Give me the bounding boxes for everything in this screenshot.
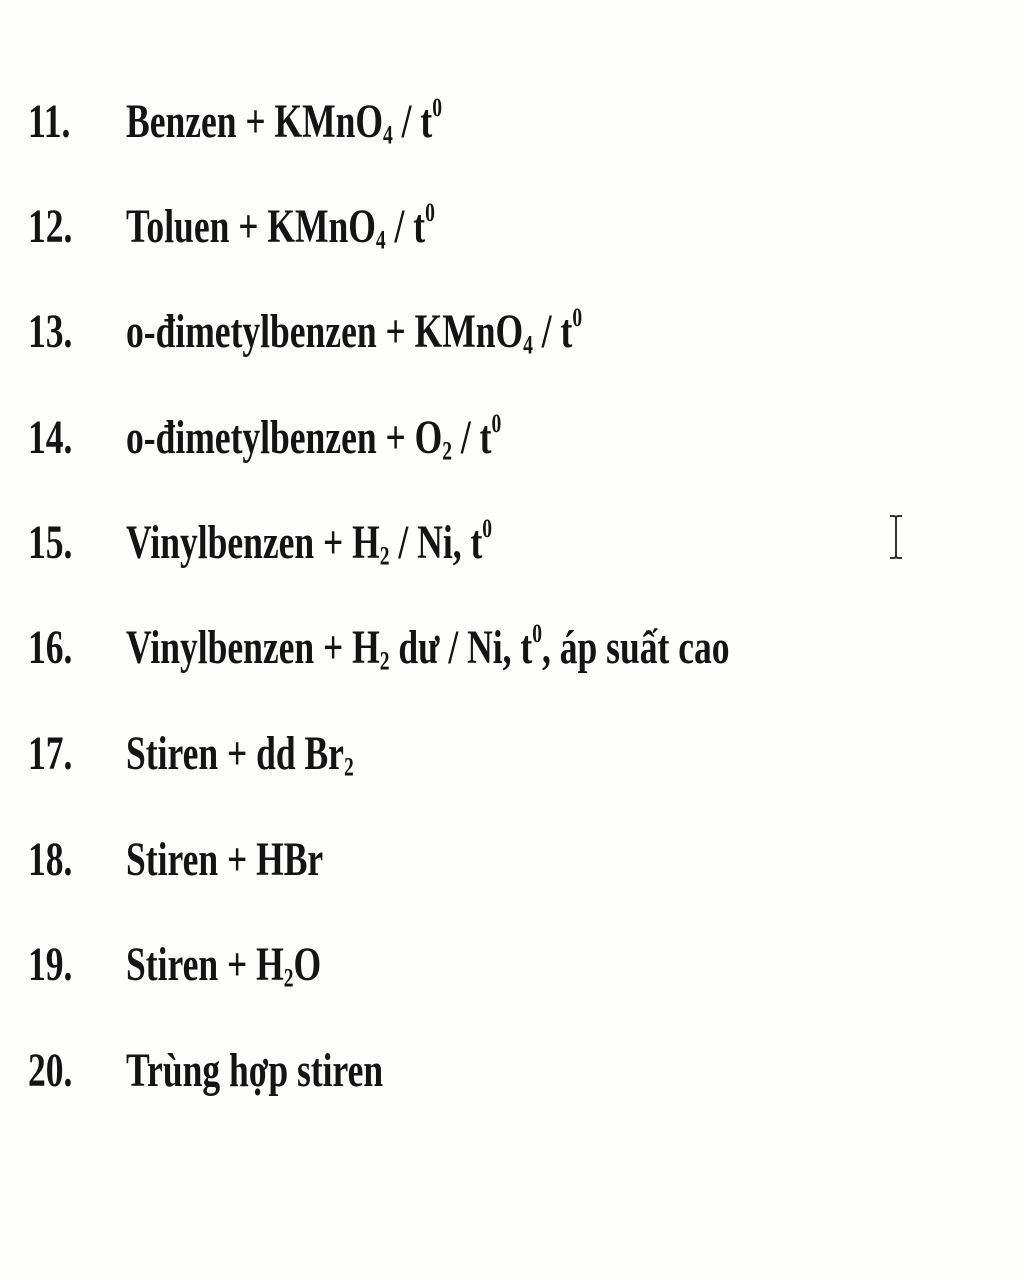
item-number: 20. [28,1044,73,1097]
text-cursor-icon [888,514,904,560]
reaction-text: o-đimetylbenzen + $O_2 / t^0$ [126,407,502,466]
item-number: 15. [28,516,73,569]
list-item [0,302,1000,362]
item-number: 19. [28,938,73,991]
list-item [0,618,1000,678]
list-item [0,830,1000,890]
reaction-text: o-đimetylbenzen + KMnO$_4$ / $t^0$ [126,301,583,360]
item-number: 14. [28,411,73,464]
reaction-text: Vinylbenzen + $H_2$ / Ni, $t^0$ [126,512,493,571]
item-number: 16. [28,621,73,674]
list-item [0,724,1000,784]
item-number: 18. [28,833,73,886]
list-item [0,197,1000,257]
list-item [0,1041,1000,1101]
list-item [0,92,1000,152]
reaction-text: Stiren + $H_2O$ [126,938,322,993]
list-item [0,513,1000,573]
reaction-text: Vinylbenzen + $H_2$ dư / Ni, $t^0$, áp suất cao [126,617,730,676]
reaction-text: Stiren + dd $Br_2$ [126,727,354,782]
list-item [0,408,1000,468]
item-number: 12. [28,200,73,253]
reaction-text: Stiren + HBr [126,833,324,886]
reaction-text: Toluen + KMnO$_4$ / $t^0$ [126,196,435,255]
reaction-text: Trùng hợp stiren [126,1044,384,1097]
item-number: 17. [28,727,73,780]
item-number: 13. [28,305,73,358]
list-item [0,935,1000,995]
item-number: 11. [28,95,71,148]
reaction-text: Benzen + KMnO$_4$ / $t^0$ [126,91,443,150]
